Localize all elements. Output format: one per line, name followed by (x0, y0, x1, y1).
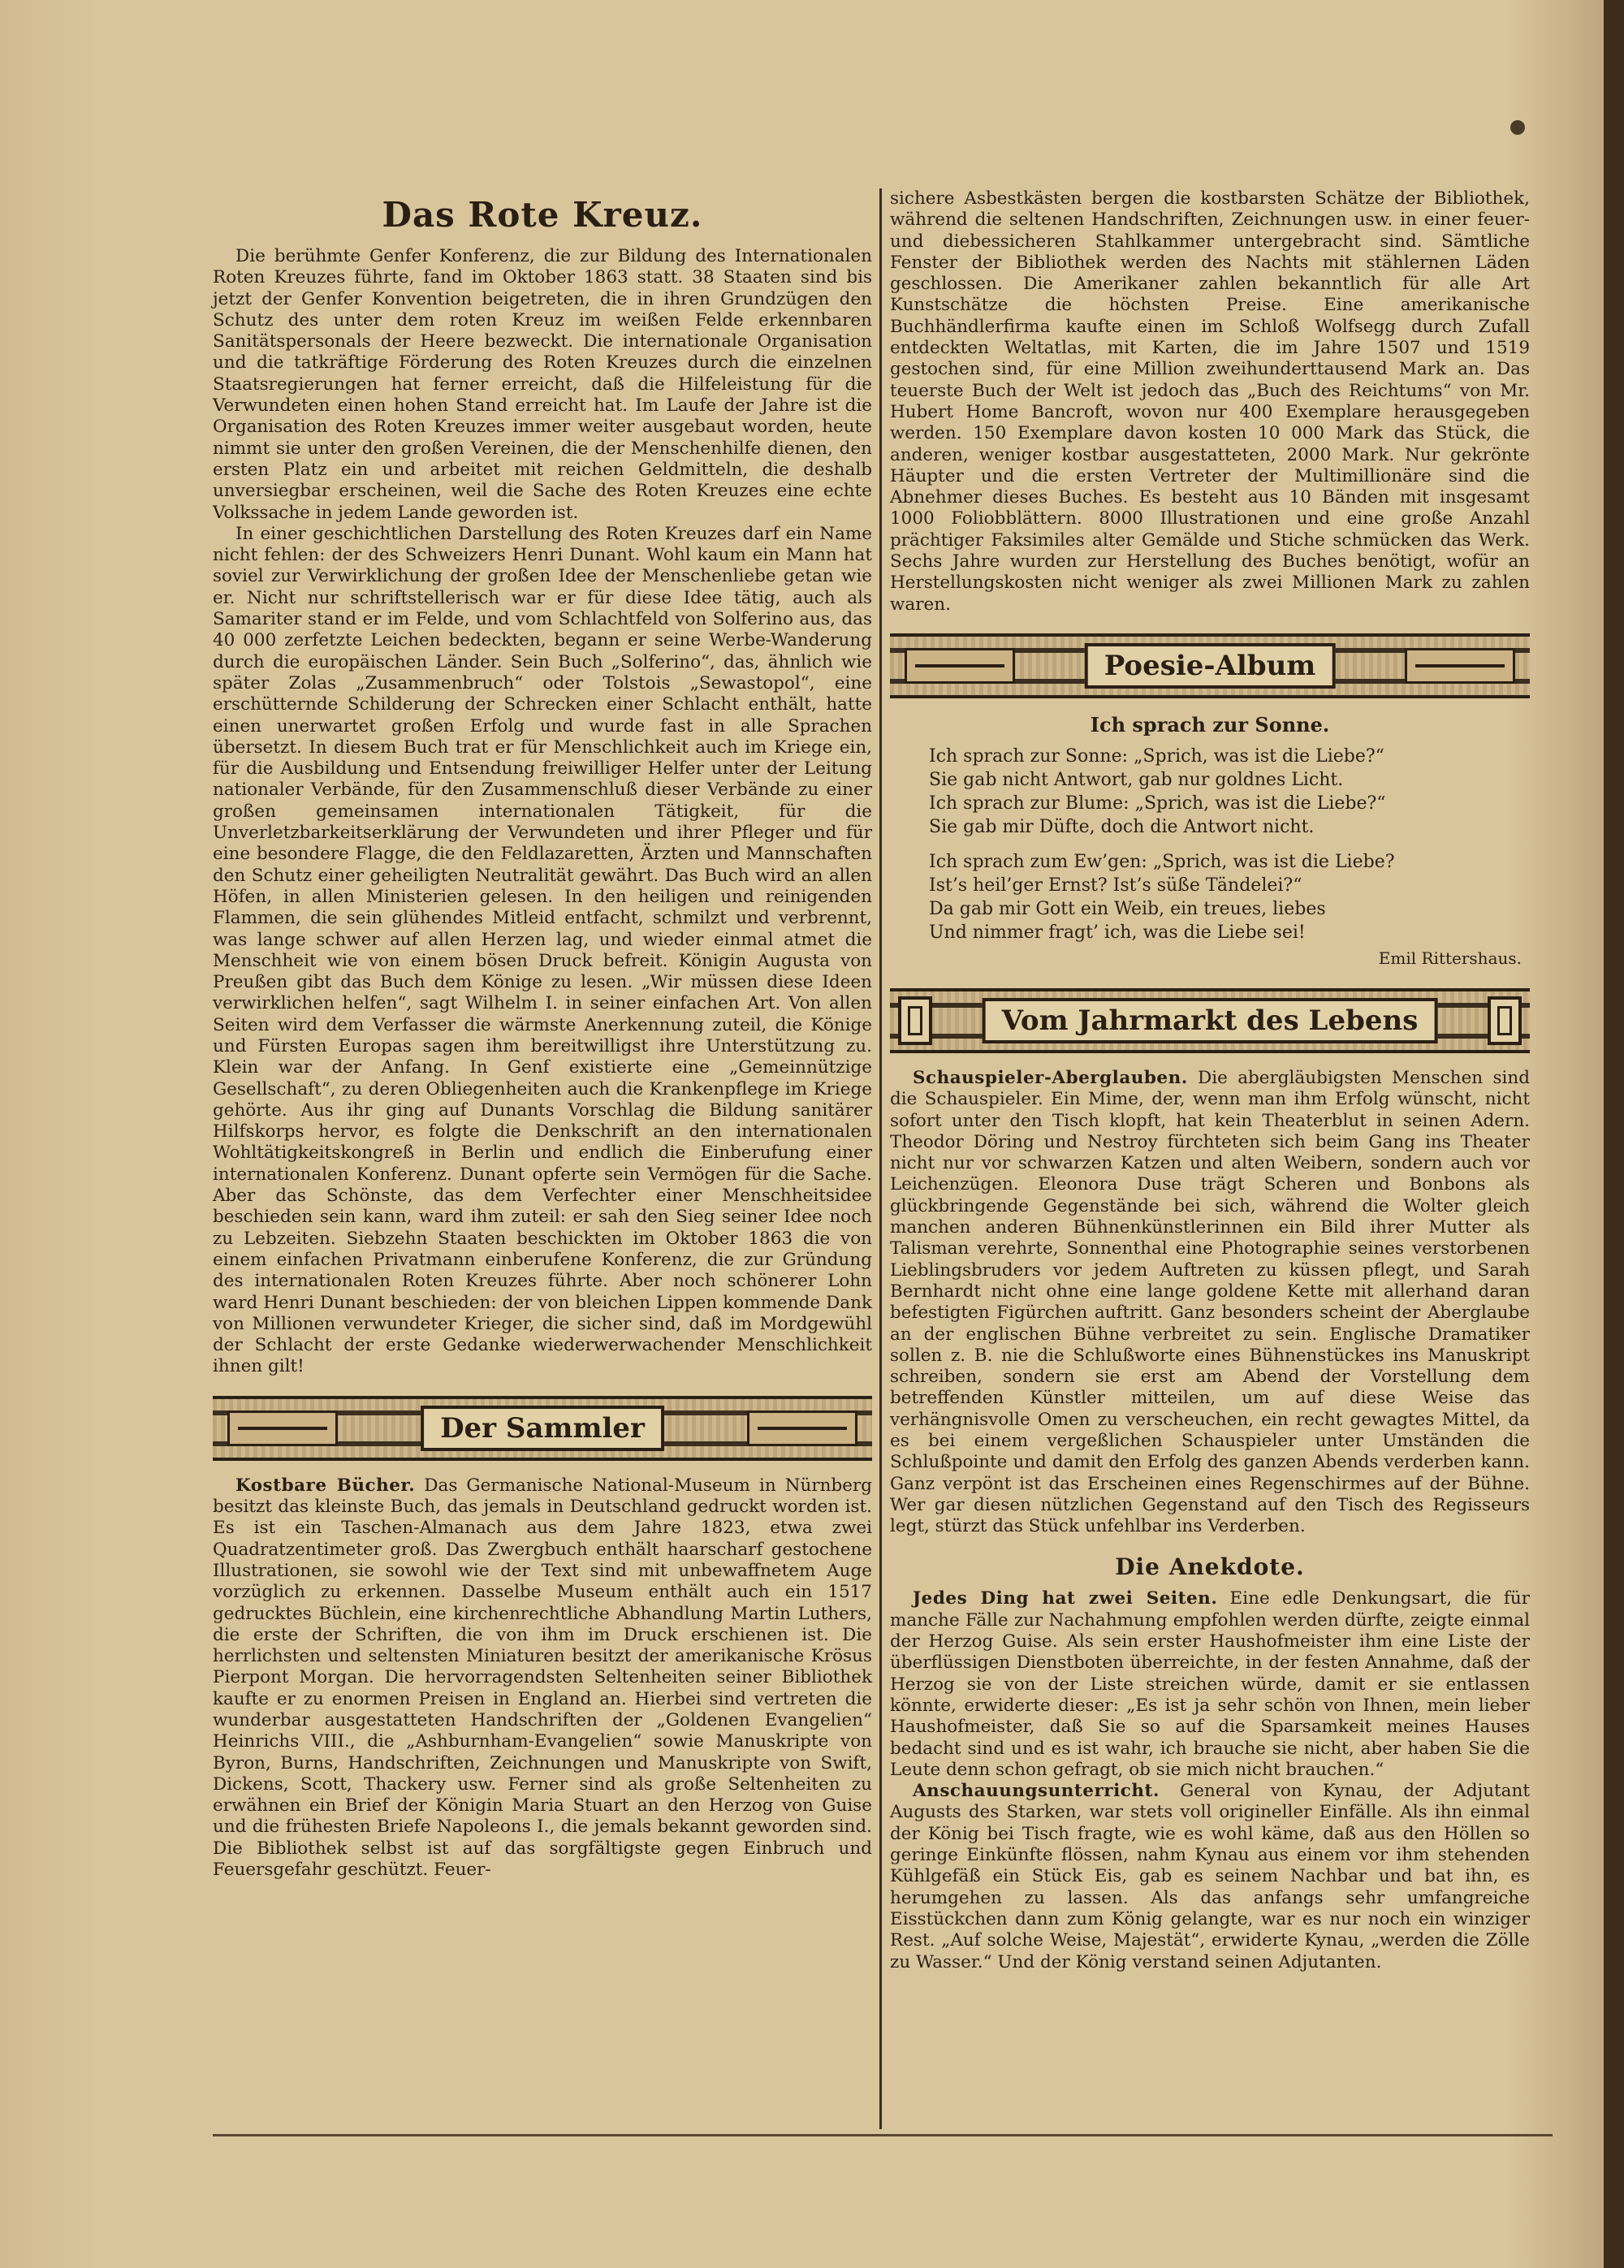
anekdote-lead-1: Jedes Ding hat zwei Seiten. (913, 1588, 1218, 1609)
banner-ornament-left (227, 1410, 338, 1446)
banner-ornament-right (1488, 996, 1522, 1045)
poem-author: Emil Rittershaus. (1378, 948, 1522, 968)
banner-label: Vom Jahrmarkt des Lebens (983, 998, 1438, 1043)
sammler-paragraph (213, 1475, 872, 1881)
poem-line: Da gab mir Gott ein Weib, ein treues, liebes (929, 898, 1326, 919)
aberglauben-text: Die abergläubigsten Menschen sind die Schauspieler. Ein Mime, der, wenn man ihm Erfolg wünscht, nicht sofort unter den Tisch klopft, hat kein Theaterblut in seinen Adern. Theodor Döring und Nestroy fürchteten sich beim Gang ins Theater nicht nur vor schwarzen Katzen und alten Weibern, sondern auch vor Leichenzügen. Eleonora Duse trägt Scheren und Bonbons als glückbringende Gegenstände bei sich, während die Wolter gleich manchen anderen Bühnenkünstlerinnen ein Bild ihrer Mutter als Talisman verehrte, Sonnenthal eine Photographie seines verstorbenen Lieblingsbruders vor jedem Auftreten zu küssen pflegt, und Sarah Bernhardt nicht ohne eine lange goldene Kette mit allerhand daran befestigten Figürchen auftritt. Ganz besonders scheint der Aberglaube an der englischen Bühne verbreitet zu sein. Englische Dramatiker sollen z. B. nie die Schlußworte eines Bühnenstückes ins Manuskript schreiben, sondern sie erst am Abend der Vorstellung dem betreffenden Künstler mitteilen, um auf diese Weise das verhängnisvolle Omen zu verscheuchen, ein recht gewagtes Mittel, da es bei einem vergeßlichen Schauspieler unter Umständen die Schlußpointe und damit den Erfolg des ganzen Abends verderben kann. Ganz verpönt ist das Erscheinen eines Regenschirmes auf der Bühne. Wer gar diesen nützlichen Gegenstand auf den Tisch des Regisseurs legt, stürzt das Stück unfehlbar ins Verderben. (890, 1067, 1530, 1537)
poem-line: Ich sprach zur Blume: „Sprich, was ist die Liebe?“ (929, 793, 1386, 814)
red-cross-paragraph-2: In einer geschichtlichen Darstellung des Roten Kreuzes darf ein Name nicht fehlen: der des Schweizers Henri Dunant. Wohl kaum ein Mann hat soviel zur Verwirklichung der großen Idee der Menschenliebe getan wie er. Nicht nur schriftstellerisch war er für diese Idee tätig, auch als Samariter stand er im Felde, und vom Schlachtfeld von Solferino aus, das 40 000 zerfetzte Leichen bedeckten, begann er seine Werbe-Wanderung durch die europäischen Länder. Sein Buch „Solferino“, das, ähnlich wie später Zolas „Zusammenbruch“ oder Tolstois „Sewastopol“, eine erschütternde Schilderung der Schrecken einer Schlacht enthält, hatte einen unerwartet großen Erfolg und wurde fast in alle Sprachen übersetzt. In diesem Buch trat er für Menschlichkeit auch im Kriege ein, für die Ausbildung und Entsendung freiwilliger Helfer unter der Leitung nationaler Verbände, für den Zusammenschluß dieser Verbände zu einer großen gemeinsamen internationalen Tätigkeit, für die Unverletzbarkeitserklärung der Verwundeten und ihrer Pfleger und für eine besondere Flagge, die den Feldlazaretten, Ärzten und Mannschaften den Schutz einer geheiligten Neutralität gewährt. Das Buch wird an allen Höfen, in allen Ministerien gelesen. In den heiligen und reinigenden Flammen, die sein glühendes Mitleid entfacht, schmilzt und verbrennt, was lange schwer auf allen Herzen lag, und wieder einmal atmet die Menschheit wie von einem bösen Druck befreit. Königin Augusta von Preußen gibt das Buch dem Könige zu lesen. „Wir müssen diese Ideen verwirklichen helfen“, sagt Wilhelm I. in seiner einfachen Art. Von allen Seiten wird dem Verfasser die wärmste Anerkennung zuteil, die Könige und Fürsten Europas sagen ihm bereitwilligst ihre Unterstützung zu. Klein war der Anfang. In Genf existierte eine „Gemeinnützige Gesellschaft“, zu deren Obliegenheiten auch die Krankenpflege im Kriege gehörte. Aus ihr ging auf Dunants Vorschlag die Bildung sanitärer Hilfskorps hervor, es folgte die Denkschrift an den internationalen Wohltätigkeitskongreß in Berlin und endlich die Einberufung einer internationalen Konferenz. Dunant opferte sein Vermögen für die Sache. Aber das Schönste, das dem Verfechter einer Menschheitsidee beschieden sein kann, ward ihm zuteil: er sah den Sieg seiner Idee noch zu Lebzeiten. Siebzehn Staaten beschickten im Oktober 1863 die von einem einfachen Privatmann einberufene Konferenz, die zur Gründung des internationalen Roten Kreuzes führte. Aber noch schönerer Lohn ward Henri Dunant beschieden: der von bleichen Lippen kommende Dank von Millionen verwundeter Krieger, die sicher sind, daß im Mordgewühl der Schlacht der erste Gedanke wiederwerwachender Menschlichkeit ihnen gilt! (213, 523, 872, 1377)
sammler-lead: Kostbare Bücher. (235, 1475, 416, 1496)
banner-der-sammler (213, 1396, 872, 1461)
aberglauben-lead: Schauspieler-Aberglauben. (913, 1067, 1188, 1088)
binding-edge (1604, 0, 1624, 2268)
anekdote-lead-2: Anschauungsunterricht. (913, 1781, 1160, 1802)
sammler-text-left: Das Germanische National-Museum in Nürnberg besitzt das kleinste Buch, das jemals in Deutschland gedruckt worden ist. Es ist ein Taschen-Almanach aus dem Jahre 1823, etwa zwei Quadratzentimeter groß. Das Zwergbuch enthält haarscharf gestochene Illustrationen, sie sowohl wie der Text sind mit unbewaffnetem Auge vorzüglich zu erkennen. Dasselbe Museum enthält auch ein 1517 gedrucktes Büchlein, eine kirchenrechtliche Abhandlung Martin Luthers, die erste der Schriften, die von ihm im Druck erschienen ist. Die herrlichsten und seltensten Miniaturen besitzt der amerikanische Krösus Pierpont Morgan. Die hervorragendsten Seltenheiten seiner Bibliothek kaufte er zu enormen Preisen in England an. Hierbei sind vertreten die wunderbar ausgestatteten Handschriften der „Goldenen Evangelien“ Heinrichs VIII., die „Ashburnham-Evangelien“ sowie Manuskripte von Byron, Burns, Handschriften, Zeichnungen und Manuskripte von Swift, Dickens, Scott, Thackery usw. Ferner sind als große Seltenheiten zu erwähnen ein Brief der Königin Maria Stuart an den Herzog von Guise und die frühesten Briefe Napoleons I., die jemals bekannt geworden sind. Die Bibliothek selbst ist auf das sorgfältigste gegen Einbruch und Feuersgefahr geschützt. Feuer- (213, 1475, 872, 1881)
anekdote-paragraph-2 (890, 1781, 1530, 1973)
sammler-continuation: sichere Asbestkästen bergen die kostbarsten Schätze der Bibliothek, während die seltenen Handschriften, Zeichnungen usw. in einer feuer- und diebessicheren Stahlkammer untergebracht sind. Sämtliche Fenster der Bibliothek werden des Nachts mit stählernen Läden geschlossen. Die Amerikaner zahlen bekanntlich für alle Art Kunstschätze die höchsten Preise. Eine amerikanische Buchhändlerfirma kaufte einen im Schloß Wolfsegg durch Zufall entdeckten Weltatlas, mit Karten, die im Jahre 1507 und 1519 gestochen sind, für eine Million zweihunderttausend Mark an. Das teuerste Buch der Welt ist jedoch das „Buch des Reichtums“ von Mr. Hubert Home Bancroft, wovon nur 400 Exemplare herausgegeben werden. 150 Exemplare davon kosten 10 000 Mark das Stück, die anderen, weniger kostbar ausgestatteten, 2000 Mark. Nur gekrönte Häupter und die ersten Vertreter der Multimillionäre sind die Abnehmer dieses Buches. Es besteht aus 10 Bänden mit insgesamt 1000 Foliobblättern. 8000 Illustrationen und eine große Anzahl prächtiger Faksimiles alter Gemälde und Stiche schmücken das Werk. Sechs Jahre wurden zur Herstellung des Buches benötigt, wofür an Herstellungskosten nicht weniger als zwei Millionen Mark zu zahlen waren. (890, 188, 1530, 615)
banner-poesie-album (890, 633, 1530, 698)
article-title-red-cross: Das Rote Kreuz. (382, 195, 703, 235)
red-cross-paragraph-1: Die berühmte Genfer Konferenz, die zur Bildung des Internationalen Roten Kreuzes führte, fand im Oktober 1863 statt. 38 Staaten sind bis jetzt der Genfer Konvention beigetreten, die in ihren Grundzügen den Schutz des unter dem roten Kreuz im weißen Felde erkennbaren Sanitätspersonals der Heere bezweckt. Die internationale Organisation und die tatkräftige Förderung des Roten Kreuzes durch die einzelnen Staatsregierungen hat ferner erreicht, daß die Hilfeleistung für die Verwundeten einen hohen Stand erreicht hat. Im Laufe der Jahre ist die Organisation des Roten Kreuzes immer weiter ausgebaut worden, heute nimmt sie unter den großen Vereinen, die der Menschenhilfe dienen, den ersten Platz ein und arbeitet mit reichen Geldmitteln, die deshalb unversiegbar erscheinen, weil die Sache des Roten Kreuzes eine echte Volkssache in jedem Lande geworden ist. (213, 246, 872, 523)
anekdote-paragraph-1 (890, 1588, 1530, 1781)
poem-line: Und nimmer fragt’ ich, was die Liebe sei! (929, 922, 1306, 943)
banner-ornament-left (898, 996, 932, 1045)
right-column (890, 188, 1530, 2129)
aberglauben-paragraph (890, 1068, 1530, 1538)
anekdote-text-2: General von Kynau, der Adjutant Augusts des Starken, war stets voll origineller Einfälle. Als ihn einmal der König bei Tisch fragte, wie es wohl käme, daß aus den Höllen so geringe Einkünfte flössen, nahm Kynau aus einem vor ihm stehenden Kühlgefäß ein Stück Eis, gab es seinem Nachbar und bat ihn, es herumgehen zu lassen. Als das anfangs sehr umfangreiche Eisstückchen dann zum König gelangte, war es nur noch ein winziger Rest. „Auf solche Weise, Majestät“, erwiderte Kynau, „werden die Zölle zu Wasser.“ Und der König verstand seinen Adjutanten. (890, 1781, 1530, 1972)
poem-line: Ich sprach zur Sonne: „Sprich, was ist die Liebe?“ (929, 745, 1384, 767)
punch-hole (1510, 120, 1525, 135)
poem-line: Sie gab nicht Antwort, gab nur goldnes Licht. (929, 769, 1344, 790)
anekdote-title: Die Anekdote. (1115, 1553, 1305, 1581)
banner-jahrmarkt (890, 988, 1530, 1053)
banner-ornament-right (1405, 648, 1515, 684)
bottom-rule (213, 2134, 1553, 2136)
left-column (213, 188, 872, 2129)
poem-line: Ist’s heil’ger Ernst? Ist’s süße Tändelei?“ (929, 875, 1302, 896)
poem-line: Ich sprach zum Ew’gen: „Sprich, was ist die Liebe? (929, 851, 1395, 872)
banner-label: Poesie-Album (1085, 643, 1336, 689)
poem-title: Ich sprach zur Sonne. (1090, 712, 1330, 737)
column-divider (879, 188, 882, 2129)
poem (890, 745, 1530, 970)
anekdote-text-1: Eine edle Denkungsart, die für manche Fälle zur Nachahmung empfohlen werden dürfte, zeigte einmal der Herzog Guise. Als sein erster Haushofmeister ihm eine Liste der überflüssigen Dienstboten überreichte, in der festen Annahme, daß der Herzog sie von der Liste streichen würde, damit er sie entlassen könnte, erwiderte dieser: „Es ist ja sehr schön von Ihnen, mein lieber Haushofmeister, daß Sie so auf die Sparsamkeit meines Hauses bedacht sind und es ist wahr, ich brauche sie nicht, aber haben Sie die Leute denn schon gefragt, ob sie mich nicht brauchen.“ (890, 1588, 1530, 1780)
banner-ornament-right (747, 1410, 857, 1446)
banner-label: Der Sammler (421, 1406, 664, 1451)
poem-line: Sie gab mir Düfte, doch die Antwort nicht. (929, 816, 1315, 837)
banner-ornament-left (905, 648, 1015, 684)
